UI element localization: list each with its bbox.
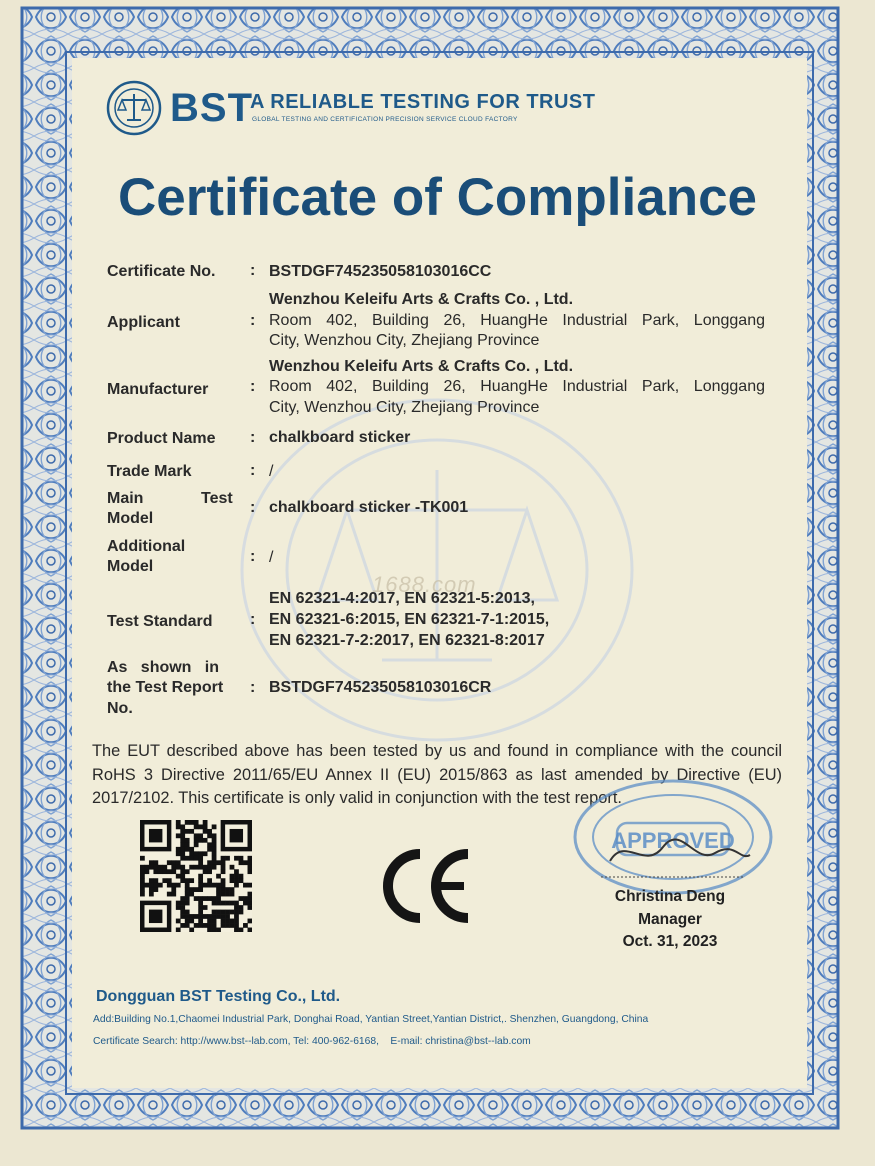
ce-mark-icon <box>380 848 474 924</box>
manufacturer-label: Manufacturer <box>107 381 209 398</box>
applicant-name: Wenzhou Keleifu Arts & Crafts Co. , Ltd. <box>269 291 574 308</box>
colon: : <box>250 378 256 395</box>
footer-address: Add:Building No.1,Chaomei Industrial Park, Donghai Road, Yantian Street,Yantian District,. Shenzhen, Guangdong, China <box>93 1014 649 1025</box>
main-test-model-label-word2: Test <box>201 490 233 507</box>
brand-tagline: A RELIABLE TESTING FOR TRUST <box>250 91 596 113</box>
colon: : <box>250 679 256 696</box>
colon: : <box>250 429 256 446</box>
report-no-label-line1: As shown in <box>107 659 220 676</box>
colon: : <box>250 462 256 479</box>
certificate-no-label: Certificate No. <box>107 263 216 280</box>
colon: : <box>250 262 256 279</box>
scales-logo-icon <box>106 80 162 136</box>
signer-block <box>595 886 745 954</box>
brand-subtagline: GLOBAL TESTING AND CERTIFICATION PRECISION SERVICE CLOUD FACTORY <box>252 116 518 123</box>
trade-mark-value: / <box>269 463 274 480</box>
trade-mark-label: Trade Mark <box>107 463 192 480</box>
certificate-no-value: BSTDGF745235058103016CC <box>269 263 492 280</box>
colon: : <box>250 611 256 628</box>
signer-name: Christina Deng <box>614 888 726 905</box>
manufacturer-name: Wenzhou Keleifu Arts & Crafts Co. , Ltd. <box>269 358 574 375</box>
applicant-address-line1: Room 402, Building 26, HuangHe Industrial Park, Longgang <box>269 312 765 329</box>
applicant-address-line2: City, Wenzhou City, Zhejiang Province <box>269 332 540 349</box>
colon: : <box>250 312 256 329</box>
qr-code-icon <box>140 820 252 932</box>
colon: : <box>250 548 256 565</box>
product-name-label: Product Name <box>107 430 216 447</box>
report-no-value: BSTDGF745235058103016CR <box>269 679 492 696</box>
stamp-text: APPROVED <box>611 828 735 853</box>
watermark-site: 1688.com <box>372 572 477 597</box>
colon: : <box>250 499 256 516</box>
page-title: Certificate of Compliance <box>117 168 758 227</box>
footer-contact: Certificate Search: http://www.bst--lab.com, Tel: 400-962-6168, E-mail: christina@bst--lab.com <box>93 1036 531 1047</box>
product-name-value: chalkboard sticker <box>269 429 411 446</box>
brand-name: BST <box>170 86 253 130</box>
signer-date: Oct. 31, 2023 <box>622 933 718 950</box>
report-no-label-line3: No. <box>107 700 133 717</box>
test-standard-line3: EN 62321-7-2:2017, EN 62321-8:2017 <box>269 632 545 649</box>
additional-model-value: / <box>269 549 274 566</box>
main-test-model-label-word1: Main <box>107 490 144 507</box>
additional-model-label-line2: Model <box>107 558 154 575</box>
compliance-statement: The EUT described above has been tested by us and found in compliance with the council RoHS 3 Directive 2011/65/EU Annex II (EU) 2015/863 as last amended by Directive (EU) 2017/2102. This certificate is only valid in conjunction with the test report. <box>92 742 782 807</box>
main-test-model-value: chalkboard sticker -TK001 <box>269 499 469 516</box>
test-standard-label: Test Standard <box>107 613 213 630</box>
applicant-label: Applicant <box>107 314 180 331</box>
test-standard-line2: EN 62321-6:2015, EN 62321-7-1:2015, <box>269 611 550 628</box>
signer-title: Manager <box>638 910 702 928</box>
manufacturer-address-line1: Room 402, Building 26, HuangHe Industrial Park, Longgang <box>269 378 765 395</box>
approved-stamp-icon <box>565 775 775 903</box>
footer-company: Dongguan BST Testing Co., Ltd. <box>96 988 341 1005</box>
test-standard-line1: EN 62321-4:2017, EN 62321-5:2013, <box>269 590 535 607</box>
additional-model-label-line1: Additional <box>107 538 186 555</box>
main-test-model-label-word3: Model <box>107 510 154 527</box>
manufacturer-address-line2: City, Wenzhou City, Zhejiang Province <box>269 399 540 416</box>
report-no-label-line2: the Test Report <box>107 679 224 696</box>
